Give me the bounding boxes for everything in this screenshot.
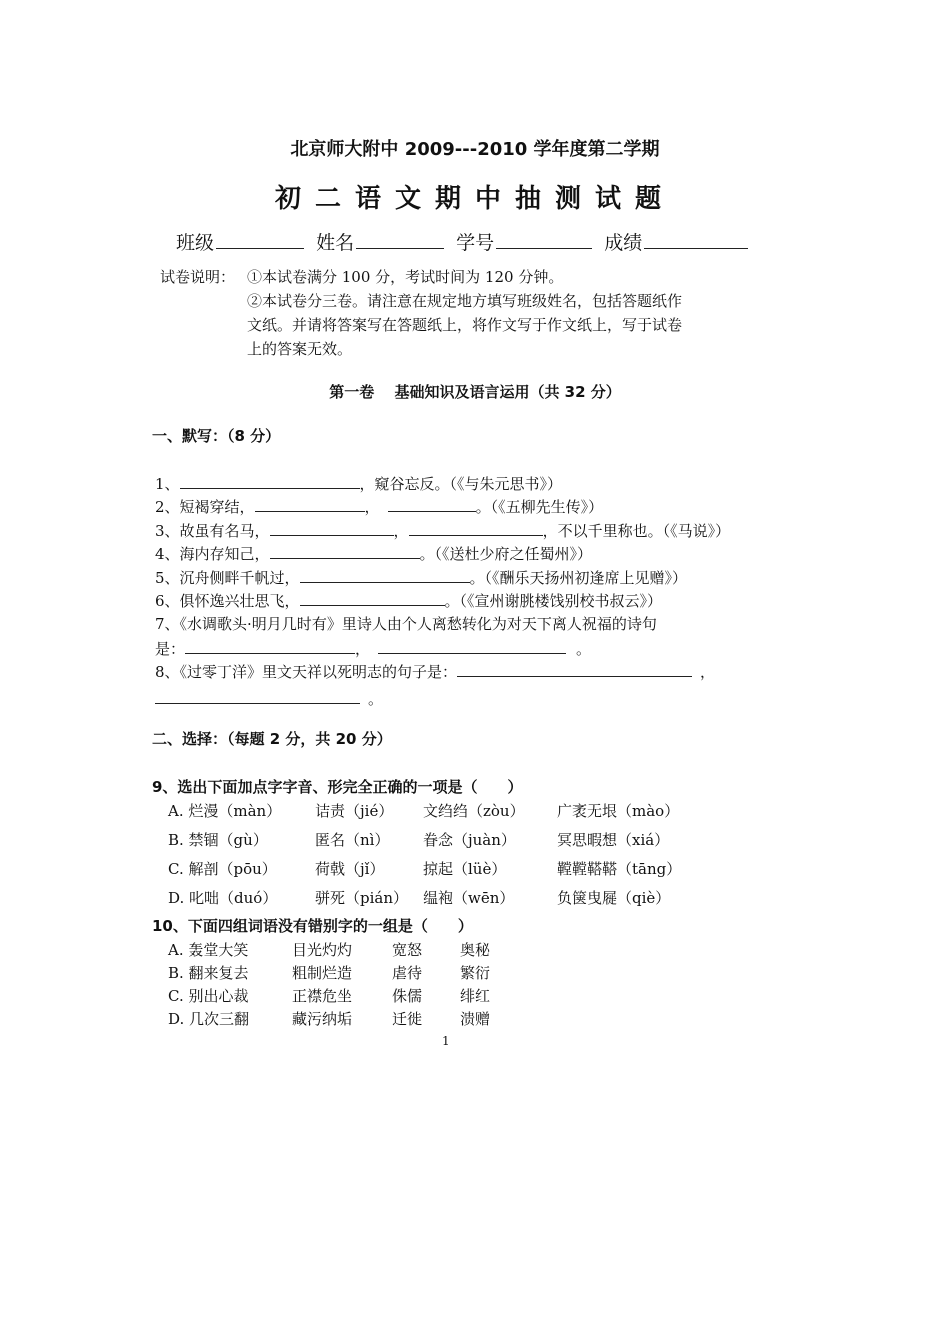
question-2	[155, 496, 603, 517]
option-item: 鞺鞺鞳鞳（tāng）	[557, 860, 682, 878]
option-item: 诘责（jié）	[315, 802, 394, 820]
answer-blank[interactable]	[180, 474, 360, 489]
option-item: 正襟危坐	[292, 987, 353, 1005]
option-a[interactable]: A. 轰堂大笑	[168, 941, 249, 959]
option-b[interactable]	[168, 829, 268, 850]
section-1-heading: 一、默写：（8 分）	[152, 427, 281, 445]
exam-title: 初二语文期中抽测试题	[274, 184, 675, 214]
option-d[interactable]	[168, 887, 277, 908]
question-text: 。（《酬乐天扬州初逢席上见赠》）	[469, 569, 688, 587]
option-item: 奥秘	[460, 941, 491, 959]
punctuation: 。	[576, 640, 592, 658]
option-item: 侏儒	[392, 987, 423, 1005]
school-header: 北京师大附中 2009---2010 学年度第二学期	[290, 139, 660, 160]
option-b[interactable]: B. 翻来复去	[168, 964, 249, 982]
option-item: 冥思暇想（xiá）	[557, 831, 670, 849]
option-item: B. 禁锢（gù）	[168, 831, 268, 849]
question-text: 。（《五柳先生传》）	[475, 498, 604, 516]
option-item: D. 叱咄（duó）	[168, 889, 278, 907]
question-text: 7、《水调歌头·明月几时有》里诗人由个人离愁转化为对天下离人祝福的诗句	[155, 615, 657, 633]
option-item: C. 解剖（pōu）	[168, 860, 277, 878]
answer-blank[interactable]	[185, 639, 355, 654]
option-item: 繁衍	[460, 964, 491, 982]
punctuation: ，	[364, 498, 380, 516]
option-item: 缊袍（wēn）	[423, 889, 515, 907]
question-text: 5、沉舟侧畔千帆过，	[155, 569, 300, 587]
answer-blank[interactable]	[409, 521, 543, 536]
instructions-label: 试卷说明：	[160, 268, 236, 286]
question-1	[155, 473, 562, 494]
question-number: 1、	[155, 475, 180, 493]
question-8	[155, 661, 715, 709]
question-3	[155, 520, 730, 541]
option-item: 匿名（nì）	[315, 831, 390, 849]
question-text: 6、俱怀逸兴壮思飞，	[155, 592, 300, 610]
question-text: 4、海内存知己，	[155, 545, 270, 563]
student-info-row	[176, 228, 754, 255]
option-item: 藏污纳垢	[292, 1010, 353, 1028]
option-item: 宽怒	[392, 941, 423, 959]
question-7	[155, 613, 657, 659]
option-item: 溃赠	[460, 1010, 491, 1028]
question-9-stem: 9、选出下面加点字字音、形完全正确的一项是（ ）	[152, 778, 523, 796]
question-text: 。（《宣州谢朓楼饯别校书叔云》）	[444, 592, 663, 610]
answer-blank[interactable]	[270, 544, 420, 559]
option-item: 目光灼灼	[292, 941, 353, 959]
part-one-heading: 第一卷 基础知识及语言运用（共 32 分）	[329, 383, 621, 401]
instructions-line-1: ①本试卷满分 100 分，考试时间为 120 分钟。	[247, 268, 564, 286]
question-text: 是：	[155, 640, 186, 658]
score-blank[interactable]	[644, 234, 748, 249]
question-6	[155, 590, 662, 611]
option-item: 绯红	[460, 987, 491, 1005]
answer-blank[interactable]	[300, 591, 445, 606]
answer-blank[interactable]	[270, 521, 394, 536]
option-c[interactable]: C. 别出心裁	[168, 987, 249, 1005]
question-text: 。（《送杜少府之任蜀州》）	[419, 545, 593, 563]
option-item: 虐待	[392, 964, 423, 982]
answer-blank[interactable]	[300, 568, 470, 583]
option-item: 骈死（pián）	[315, 889, 409, 907]
option-item: 荷戟（jǐ）	[315, 860, 385, 878]
option-item: 广袤无垠（mào）	[557, 802, 680, 820]
question-text: ，不以千里称也。（《马说》）	[542, 522, 731, 540]
answer-blank[interactable]	[155, 689, 360, 704]
instructions-line-3: 文纸。并请将答案写在答题纸上，将作文写于作文纸上，写于试卷	[247, 316, 683, 334]
student-id-label: 学号	[456, 232, 495, 254]
option-d[interactable]: D. 几次三翻	[168, 1010, 250, 1028]
score-label: 成绩	[604, 232, 643, 254]
option-item: 文绉绉（zòu）	[423, 802, 525, 820]
answer-blank[interactable]	[378, 639, 566, 654]
punctuation: ，	[700, 663, 716, 681]
punctuation: ，	[355, 640, 371, 658]
name-blank[interactable]	[356, 234, 444, 249]
answer-blank[interactable]	[388, 497, 476, 512]
question-text: 3、故虽有名马，	[155, 522, 270, 540]
option-a[interactable]	[168, 800, 281, 821]
question-10-stem: 10、下面四组词语没有错别字的一组是（ ）	[152, 917, 473, 935]
instructions-line-4: 上的答案无效。	[247, 340, 353, 358]
punctuation: 。	[368, 690, 384, 708]
instructions-line-2: ②本试卷分三卷。请注意在规定地方填写班级姓名，包括答题纸作	[247, 292, 683, 310]
question-4	[155, 543, 592, 564]
option-item: 眷念（juàn）	[423, 831, 516, 849]
option-item: A. 烂漫（màn）	[168, 802, 282, 820]
class-blank[interactable]	[216, 234, 304, 249]
answer-blank[interactable]	[255, 497, 365, 512]
answer-blank[interactable]	[457, 662, 692, 677]
option-item: 掠起（lüè）	[423, 860, 507, 878]
question-text: 2、短褐穿结，	[155, 498, 255, 516]
punctuation: ，	[393, 522, 409, 540]
option-item: 负箧曳屣（qiè）	[557, 889, 671, 907]
question-text: ，窥谷忘反。（《与朱元思书》）	[359, 475, 563, 493]
section-2-heading: 二、选择：（每题 2 分，共 20 分）	[152, 730, 392, 748]
page-number: 1	[442, 1034, 450, 1048]
question-text: 8、《过零丁洋》里文天祥以死明志的句子是：	[155, 663, 458, 681]
question-5	[155, 567, 687, 588]
option-item: 迁徙	[392, 1010, 423, 1028]
option-c[interactable]	[168, 858, 277, 879]
student-id-blank[interactable]	[496, 234, 592, 249]
option-item: 粗制烂造	[292, 964, 353, 982]
name-label: 姓名	[316, 232, 355, 254]
class-label: 班级	[176, 232, 215, 254]
